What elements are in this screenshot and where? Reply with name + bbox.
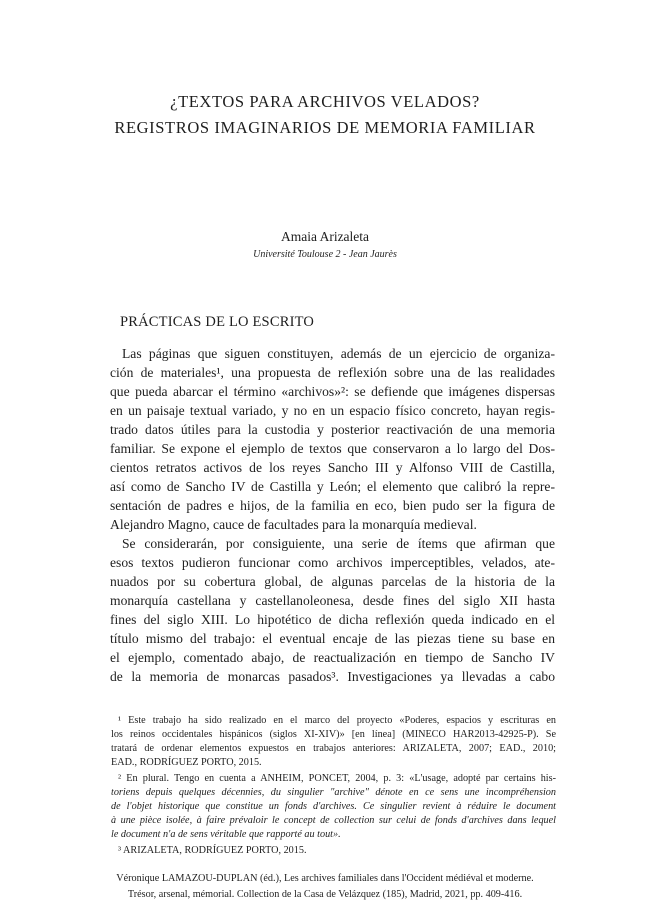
footnote-line: ² En plural. Tengo en cuenta a ANHEIM, PONCET, 2004, p. 3: «L'usage, adopté par certains his- <box>118 773 556 784</box>
publication-reference-line-2: Trésor, arsenal, mémorial. Collection de la Casa de Velázquez (185), Madrid, 2021, pp. 409-416. <box>127 889 523 900</box>
body-line: Las páginas que siguen constituyen, además de un ejercicio de organiza- <box>122 346 555 361</box>
body-line: familiar. Se expone el ejemplo de textos que conservaron a lo largo del Dos- <box>110 441 555 456</box>
footnote-line: à une pièce isolée, à faire prévaloir le concept de collection sur celui de fonds d'archives dans lequel <box>111 815 556 826</box>
body-line: cientos retratos activos de los reyes Sancho III y Alfonso VIII de Castilla, <box>110 460 555 475</box>
body-line: fines del siglo XIII. Lo hipotético de dicha reflexión queda indicado en el <box>110 612 555 627</box>
body-line: que pueda abarcar el término «archivos»²: se defiende que imágenes dispersas <box>110 384 555 399</box>
footnote-line: de l'objet historique que constitue un fonds d'archives. Ce singulier revient à réduire le document <box>111 801 556 812</box>
footnote-line: ³ ARIZALETA, RODRÍGUEZ PORTO, 2015. <box>118 845 307 856</box>
body-line: esos textos pudieron funcionar como archivos imperceptibles, velados, ate- <box>110 555 555 570</box>
body-line: de la memoria de monarcas pasados³. Investigaciones ya llevadas a cabo <box>110 669 555 684</box>
footnote-line: toriens depuis quelques décennies, du singulier "archive" dénote en ce sens une incompréhension <box>111 787 556 798</box>
body-line: sentación de padres e hijos, de la familia en eco, bien pudo ser la figura de <box>110 498 555 513</box>
footnote-line: tratará de ordenar elementos expuestos en trabajos anteriores: ARIZALETA, 2007; EAD., 2010; <box>111 743 556 754</box>
title-line-1: ¿TEXTOS PARA ARCHIVOS VELADOS? <box>170 92 480 111</box>
footnote-line: los reinos occidentales hispánicos (siglos XI-XIV)» [en línea] (MINECO HAR2013-42925-P). Se <box>111 729 556 740</box>
author-affiliation: Université Toulouse 2 - Jean Jaurès <box>253 249 397 260</box>
title-line-2: REGISTROS IMAGINARIOS DE MEMORIA FAMILIAR <box>114 118 536 137</box>
body-line: Alejandro Magno, cauce de facultades para la monarquía medieval. <box>110 517 477 532</box>
footnote-line: EAD., RODRÍGUEZ PORTO, 2015. <box>111 757 262 768</box>
publication-reference-line-1: Véronique LAMAZOU-DUPLAN (éd.), Les archives familiales dans l'Occident médiéval et moderne. <box>116 873 534 884</box>
body-line: nuados por su cobertura global, de algunas parcelas de la historia de la <box>110 574 555 589</box>
body-line: monarquía castellana y castellanoleonesa, desde fines del siglo XII hasta <box>110 593 555 608</box>
section-heading: PRÁCTICAS DE LO ESCRITO <box>120 314 315 330</box>
body-line: en un paisaje textual variado, y no en un espacio físico concreto, hayan regis- <box>110 403 555 418</box>
body-line: el ejemplo, comentado abajo, de reactualización en tiempo de Sancho IV <box>110 650 555 665</box>
footnote-line: le document n'a de sens véritable que rapporté au tout». <box>111 829 341 840</box>
body-line: trado datos útiles para la custodia y posterior reactivación de una memoria <box>110 422 555 437</box>
body-line: así como de Sancho IV de Castilla y León; el elemento que calibró la repre- <box>110 479 555 494</box>
body-line: título mismo del trabajo: el eventual encaje de las piezas tiene su base en <box>110 631 555 646</box>
author-name: Amaia Arizaleta <box>280 229 370 244</box>
body-line: ción de materiales¹, una propuesta de reflexión sobre una de las realidades <box>110 365 555 380</box>
footnote-line: ¹ Este trabajo ha sido realizado en el marco del proyecto «Poderes, espacios y escrituras en <box>118 715 556 726</box>
body-line: Se considerarán, por consiguiente, una serie de ítems que afirman que <box>122 536 555 551</box>
